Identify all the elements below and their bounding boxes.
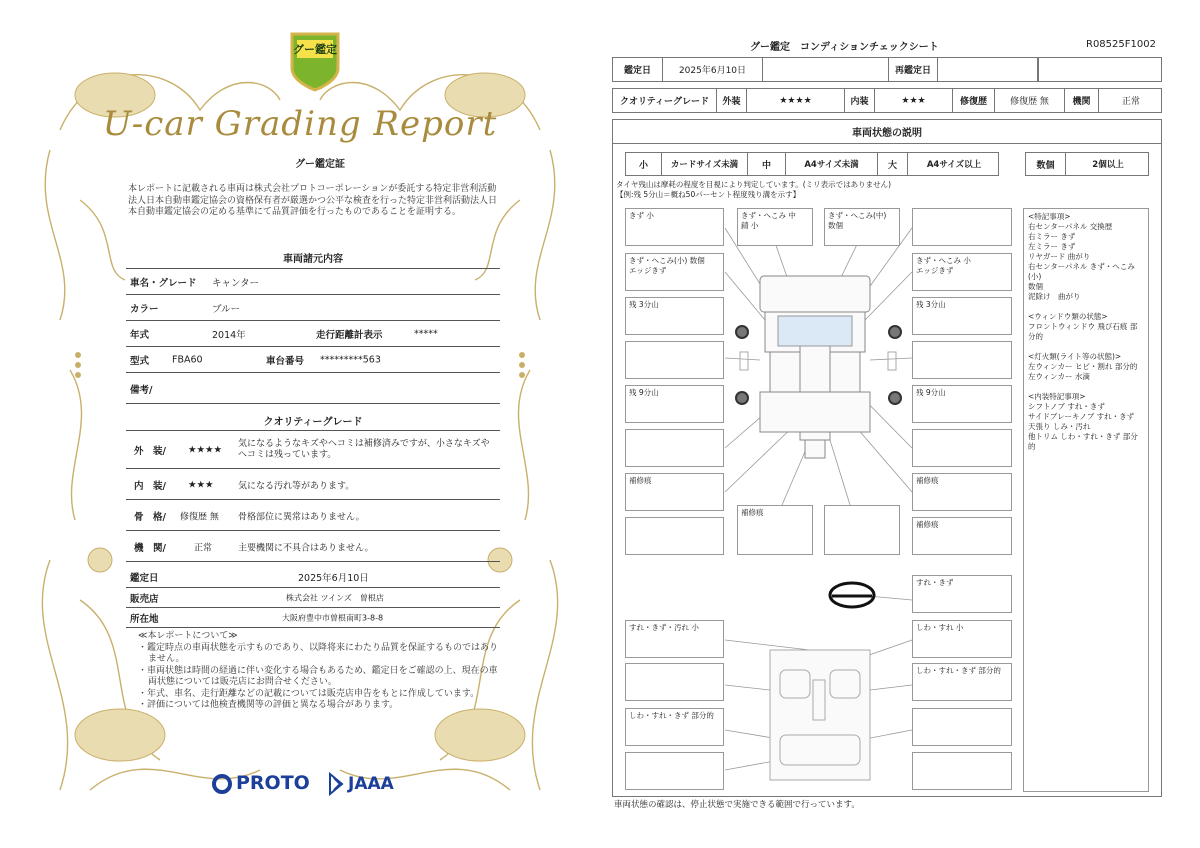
interior-box-5: しわ・すれ・きず 部分的	[625, 708, 724, 746]
damage-box-front-right: きず・へこみ(中) 数個	[824, 208, 900, 246]
note-line: <灯火類(ライト等の状態)>	[1028, 352, 1122, 361]
tire-box-rear-right: 残 9分山	[912, 385, 1012, 423]
interior-box-8	[912, 752, 1012, 790]
sheet-title: グー鑑定 コンディションチェックシート	[750, 42, 939, 53]
damage-box-left-4: 補修痕	[625, 473, 724, 511]
spec-row-name	[126, 270, 500, 295]
divider	[126, 430, 500, 431]
legend-mid-desc: A4サイズ未満	[786, 153, 878, 175]
proto-logo: PROTO	[236, 772, 310, 794]
note-item: ・評価については他検査機関等の評価と異なる場合があります。	[138, 700, 399, 710]
damage-box-rear-4: 補修痕	[912, 517, 1012, 555]
note-line: 他トリム しわ・すれ・きず 部分的	[1028, 432, 1138, 451]
date-label: 鑑定日	[613, 58, 663, 81]
tire-box-front-left: 残 3分山	[625, 297, 724, 335]
tire-note-1: タイヤ残山は摩耗の程度を目視により判定しています。(ミリ表示ではありません)	[616, 180, 892, 189]
damage-box-right-1: きず・へこみ 小 エッジきず	[912, 253, 1012, 291]
jaaa-logo: JAAA	[348, 774, 394, 794]
report-title: U-car Grading Report	[102, 104, 498, 144]
quality-desc: 気になる汚れ等があります。	[238, 481, 355, 491]
quality-row-frame	[126, 501, 500, 531]
legend-count: 数個	[1026, 153, 1066, 175]
repair-label: 修復歴	[953, 89, 995, 112]
engine-value: 正常	[1121, 97, 1140, 107]
date-label: 鑑定日	[130, 572, 159, 584]
emblem-label: グー鑑定	[293, 43, 337, 56]
legend-mid: 中	[748, 153, 786, 175]
damage-box-rear-1	[625, 517, 724, 555]
damage-box-rear-3	[824, 505, 900, 555]
quality-desc: 骨格部位に異常はありません。	[238, 512, 365, 522]
damage-box-left-2	[625, 341, 724, 379]
spec-mileage-value: *****	[414, 328, 438, 340]
note-line: 左ミラー きず	[1028, 242, 1076, 251]
exterior-value: ★★★★	[747, 89, 845, 112]
quality-value: ★★★	[188, 479, 214, 490]
address-row	[126, 609, 500, 628]
intro-text: 本レポートに記載される車両は株式会社プロトコーポレーションが委託する特定非営利活動法人日本自動車鑑定協会の資格保有者が厳選かつ公平な検査を行った特定非営利活動法人日本自動車鑑定協会の定める基準にて品質評価を行ったものであることを証明する。	[128, 184, 498, 217]
note-line: 天張り しみ・汚れ	[1028, 422, 1091, 431]
spec-row-color	[126, 296, 500, 321]
dealer-row	[126, 589, 500, 608]
engine-label: 機関	[1065, 89, 1099, 112]
note-line: 左ウィンカー ヒビ・割れ 部分的	[1028, 362, 1138, 371]
damage-box-right-2	[912, 341, 1012, 379]
interior-box-steering: すれ・きず	[912, 575, 1012, 613]
quality-label: クオリティーグレード	[613, 89, 717, 112]
proto-logo-icon	[212, 774, 232, 794]
spec-year-value: 2014年	[212, 330, 246, 341]
spec-model-value: FBA60	[172, 354, 203, 366]
note-item: ・年式、車名、走行距離などの記載については販売店申告をもとに作成しています。	[138, 688, 480, 699]
quality-label: 機 関/	[134, 542, 166, 554]
damage-box-left-3	[625, 429, 724, 467]
note-line: フロントウィンドウ 飛び石痕 部分的	[1028, 322, 1138, 341]
exterior-label: 外装	[717, 89, 747, 112]
interior-box-4: しわ・すれ・きず 部分的	[912, 663, 1012, 701]
condition-check-sheet	[600, 0, 1200, 848]
interior-box-1: すれ・きず・汚れ 小	[625, 620, 724, 658]
appraisal-date-row	[126, 566, 500, 588]
sheet-id: R08525F1002	[1086, 39, 1156, 50]
goo-appraisal-emblem	[288, 32, 342, 92]
interior-value: ★★★	[875, 89, 953, 112]
note-line	[1028, 302, 1144, 312]
legend-large-desc: A4サイズ以上	[926, 160, 982, 170]
note-line: リヤガード 曲がり	[1028, 252, 1091, 261]
spec-row-model	[126, 348, 500, 373]
redate-label: 再鑑定日	[889, 58, 938, 81]
special-notes-panel	[1023, 208, 1149, 792]
note-line: 右センターパネル 交換歴	[1028, 222, 1113, 231]
footer-note: 車両状態の確認は、停止状態で実施できる範囲で行っています。	[614, 800, 860, 810]
spec-row-remarks	[126, 374, 500, 404]
quality-label: 外 装/	[134, 446, 166, 457]
damage-box-right-4: 補修痕	[912, 473, 1012, 511]
note-line: <ウィンドウ類の状態>	[1028, 312, 1108, 321]
quality-row-interior	[126, 470, 500, 500]
interior-box-6	[912, 708, 1012, 746]
damage-box-left-1: きず・へこみ(小) 数個 エッジきず	[625, 253, 724, 291]
interior-label: 内装	[845, 89, 875, 112]
damage-box-right-3	[912, 429, 1012, 467]
notes-title: ≪本レポートについて≫	[138, 631, 238, 641]
quality-value: 正常	[194, 543, 213, 553]
quality-value: 修復歴 無	[180, 512, 219, 522]
interior-box-2: しわ・すれ 小	[912, 620, 1012, 658]
damage-box-front-far-right	[912, 208, 1012, 246]
legend-small: 小	[626, 153, 662, 175]
note-line: 左ウィンカー 水滴	[1028, 372, 1090, 381]
tire-box-front-right: 残 3分山	[912, 297, 1012, 335]
interior-box-3	[625, 663, 724, 701]
quality-row-engine	[126, 532, 500, 562]
quality-desc: 主要機関に不具合はありません。	[238, 543, 374, 553]
spec-color-value: ブルー	[212, 304, 241, 315]
note-line: 右ミラー きず	[1028, 232, 1076, 241]
specs-heading: 車両諸元内容	[283, 254, 343, 265]
report-notes	[138, 631, 500, 712]
note-line: シフトノブ すれ・きず	[1028, 402, 1105, 411]
damage-box-front-center: きず・へこみ 中 錆 小	[737, 208, 813, 246]
state-heading: 車両状態の説明	[612, 119, 1162, 144]
quality-value: ★★★★	[188, 444, 223, 456]
note-line	[1028, 342, 1144, 352]
note-item: ・鑑定時点の車両状態を示すものであり、以降将来にわたり品質を保証するものではありません。	[138, 642, 499, 664]
spec-name-value: キャンター	[212, 278, 260, 289]
spec-chassis-value: *********563	[320, 354, 381, 366]
certificate-heading: グー鑑定証	[295, 159, 345, 170]
tire-note-2: 【例:残 5分山＝概ね50パーセント程度残り溝を示す】	[616, 190, 801, 199]
note-line: 右センターパネル きず・へこみ(小)	[1028, 262, 1135, 281]
repair-value: 修復歴 無	[995, 89, 1065, 112]
spec-color-label: カラー	[130, 304, 159, 315]
note-line: <内装特記事項>	[1028, 392, 1086, 401]
spec-mileage-label: 走行距離計表示	[316, 330, 383, 341]
spec-year-label: 年式	[130, 330, 150, 341]
address-label: 所在地	[130, 614, 159, 625]
divider	[126, 268, 500, 269]
quality-heading: クオリティーグレード	[263, 417, 363, 428]
legend-count-desc: 2個以上	[1092, 160, 1124, 170]
spec-row-year	[126, 322, 500, 347]
steering-wheel-icon	[830, 583, 874, 607]
spec-chassis-label: 車台番号	[266, 356, 305, 367]
note-line: サイドブレーキノブ すれ・きず	[1028, 412, 1135, 421]
legend-large: 大	[878, 153, 908, 175]
spec-name-label: 車名・グレード	[130, 278, 197, 289]
jaaa-logo-icon	[328, 772, 344, 796]
spec-remarks-label: 備考/	[130, 384, 153, 396]
date-value: 2025年6月10日	[663, 58, 763, 81]
dealer-value: 株式会社 ツインズ 曽根店	[286, 593, 384, 603]
note-line	[1028, 382, 1144, 392]
interior-box-7	[625, 752, 724, 790]
quality-desc: 気になるようなキズやヘコミは補修済みですが、小さなキズやヘコミは残っています。	[238, 439, 490, 460]
dealer-label: 販売店	[130, 594, 159, 605]
tire-box-rear-left: 残 9分山	[625, 385, 724, 423]
note-item: ・車両状態は時間の経過に伴い変化する場合もあるため、鑑定日をご確認の上、現在の車両状態については販売店にお問合せください。	[138, 665, 498, 687]
address-value: 大阪府豊中市曽根南町3-8-8	[282, 613, 384, 623]
quality-label: 内 装/	[134, 480, 166, 492]
note-line: 泥除け 曲がり	[1028, 292, 1081, 301]
damage-box-rear-2: 補修痕	[737, 505, 813, 555]
date-value: 2025年6月10日	[298, 572, 369, 584]
note-line: 数個	[1028, 282, 1043, 291]
note-line: <特記事項>	[1028, 212, 1071, 221]
quality-row-exterior	[126, 432, 500, 469]
legend-small-desc: カードサイズ未満	[662, 153, 748, 175]
damage-box-front-left: きず 小	[625, 208, 724, 246]
spec-model-label: 型式	[130, 356, 150, 367]
quality-label: 骨 格/	[134, 511, 166, 523]
